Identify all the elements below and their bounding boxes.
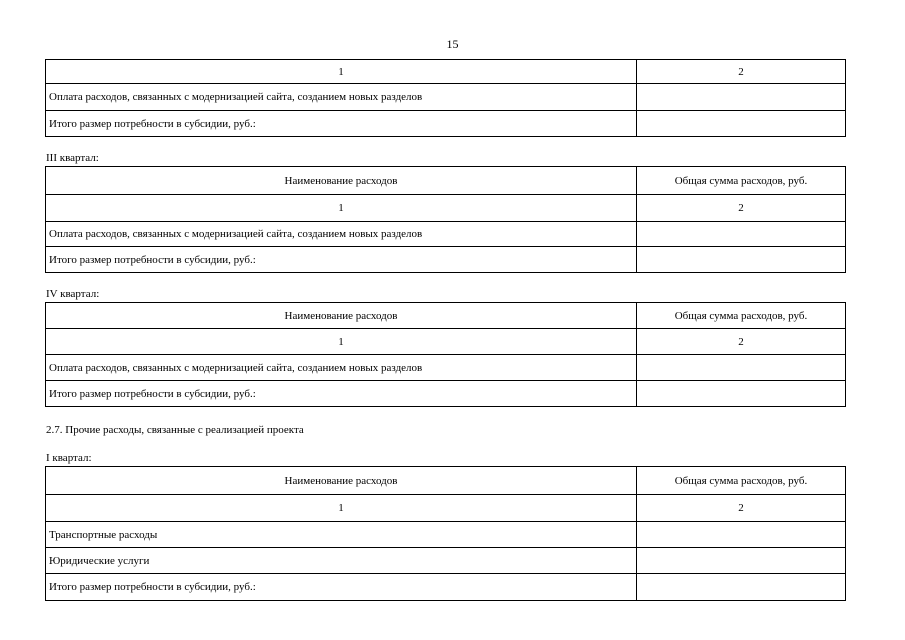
column-number-1: 1 (46, 195, 637, 222)
total-name-cell: Итого размер потребности в субсидии, руб.: (46, 381, 637, 407)
table-row (46, 329, 846, 355)
page-number: 15 (446, 37, 459, 51)
expense-name-cell: Юридические услуги (46, 548, 637, 574)
column-number-2: 2 (637, 495, 846, 522)
table-continued (45, 59, 846, 137)
table-quarter-3 (45, 166, 846, 273)
expense-sum-cell[interactable] (637, 548, 846, 574)
expense-name-cell: Оплата расходов, связанных с модернизацией сайта, созданием новых разделов (46, 222, 637, 247)
column-number-1: 1 (46, 495, 637, 522)
table-row (46, 522, 846, 548)
header-sum: Общая сумма расходов, руб. (637, 303, 846, 329)
expense-name-cell: Оплата расходов, связанных с модернизацией сайта, созданием новых разделов (46, 355, 637, 381)
total-name-cell: Итого размер потребности в субсидии, руб.: (46, 247, 637, 273)
table-quarter-4 (45, 302, 846, 407)
expense-sum-cell[interactable] (637, 355, 846, 381)
table-row (46, 548, 846, 574)
expense-sum-cell[interactable] (637, 522, 846, 548)
header-sum: Общая сумма расходов, руб. (637, 467, 846, 495)
table-row (46, 195, 846, 222)
table-row (46, 167, 846, 195)
table-row (46, 467, 846, 495)
column-number-2: 2 (637, 195, 846, 222)
column-number-2: 2 (637, 60, 846, 84)
expense-sum-cell[interactable] (637, 222, 846, 247)
header-name: Наименование расходов (46, 467, 637, 495)
header-name: Наименование расходов (46, 167, 637, 195)
total-sum-cell[interactable] (637, 381, 846, 407)
header-sum: Общая сумма расходов, руб. (637, 167, 846, 195)
table-row (46, 495, 846, 522)
table-row (46, 574, 846, 601)
quarter-4-label: IV квартал: (46, 288, 100, 300)
section-heading: 2.7. Прочие расходы, связанные с реализацией проекта (46, 424, 304, 436)
table-row (46, 222, 846, 247)
expense-name-cell: Транспортные расходы (46, 522, 637, 548)
expense-sum-cell[interactable] (637, 84, 846, 111)
column-number-1: 1 (46, 329, 637, 355)
total-name-cell: Итого размер потребности в субсидии, руб.: (46, 574, 637, 601)
total-sum-cell[interactable] (637, 574, 846, 601)
total-name-cell: Итого размер потребности в субсидии, руб.: (46, 111, 637, 137)
total-sum-cell[interactable] (637, 247, 846, 273)
table-quarter-1 (45, 466, 846, 601)
table-row (46, 355, 846, 381)
header-name: Наименование расходов (46, 303, 637, 329)
column-number-2: 2 (637, 329, 846, 355)
table-row (46, 60, 846, 84)
total-sum-cell[interactable] (637, 111, 846, 137)
table-row (46, 84, 846, 111)
table-row (46, 111, 846, 137)
table-row (46, 303, 846, 329)
column-number-1: 1 (46, 60, 637, 84)
table-row (46, 247, 846, 273)
expense-name-cell: Оплата расходов, связанных с модернизацией сайта, созданием новых разделов (46, 84, 637, 111)
quarter-1-label: I квартал: (46, 452, 92, 464)
table-row (46, 381, 846, 407)
quarter-3-label: III квартал: (46, 152, 99, 164)
